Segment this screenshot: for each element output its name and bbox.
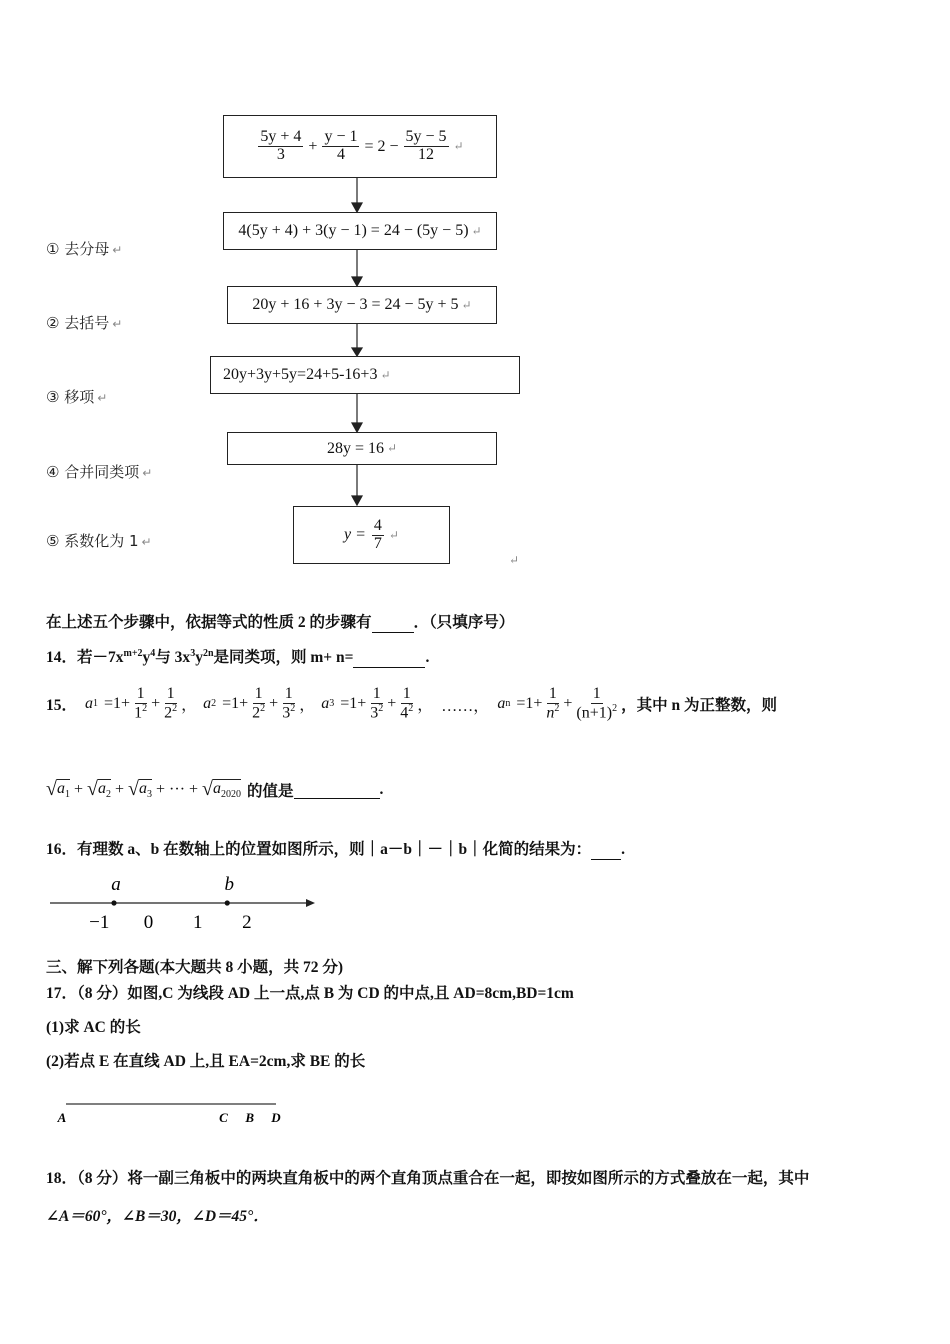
answer-blank-13 — [372, 614, 414, 633]
step-label-1: ① 去分母 ↵ — [46, 240, 123, 258]
tick-label: 1 — [192, 912, 203, 933]
answer-blank-14 — [353, 649, 425, 668]
flow-box-step4: 28y = 16 ↵ — [227, 432, 497, 465]
point-b — [225, 900, 230, 905]
flow-arrows — [0, 0, 950, 600]
flow-box-step2: 20y + 16 + 3y − 3 = 24 − 5y + 5 ↵ — [227, 286, 497, 324]
arrowhead-1 — [352, 203, 362, 212]
question-16: 16．有理数 a、b 在数轴上的位置如图所示，则｜a－b｜－｜b｜化简的结果为： . — [46, 841, 625, 858]
term-a3: a 3 =1+ $\frac{1}{3^2}$ + $\frac{1}{4^2}$ ， — [321, 685, 434, 722]
number-line — [44, 868, 334, 936]
arrowhead-5 — [352, 496, 362, 505]
number-line-arrow — [306, 899, 315, 907]
arrowhead-2 — [352, 277, 362, 286]
term-an: a n =1+ $\frac{1}{n^2}$ + $\frac{1}{(n+1)^2}$ — [497, 685, 618, 722]
question-18: 18．（8 分）将一副三角板中的两块直角板中的两个直角顶点重合在一起，即按如图所示的方式叠放在一起，其中 — [46, 1170, 810, 1187]
flow-box-step5: y = $\frac{4}{7}$ ↵ — [293, 506, 450, 564]
question-15-sum: √ $a_1$ + √ $a_2$ + √ $a_3$ + ··· + √ $a_{2020}$ 的值是 . — [46, 778, 384, 801]
step-label-3: ③ 移项 ↵ — [46, 388, 108, 406]
arrowhead-4 — [352, 423, 362, 432]
point-a — [111, 900, 116, 905]
term-a2: a 2 =1+ $\frac{1}{2^2}$ + $\frac{1}{3^2}$ ， — [203, 685, 316, 722]
fraction-2: $\frac{y - 1}{4}$ — [324, 128, 358, 163]
segment-point-C: C — [219, 1110, 228, 1125]
tick-label: −1 — [89, 912, 110, 933]
tick-label: 0 — [143, 912, 154, 933]
term-a1: a 1 =1+ $\frac{1}{1^2}$ + $\frac{1}{2^2}$ ， — [85, 685, 198, 722]
question-13: 在上述五个步骤中，依据等式的性质 2 的步骤有 ．（只填序号） — [46, 614, 515, 631]
tick-label: 2 — [242, 912, 252, 933]
question-17-part-2: (2)若点 E 在直线 AD 上,且 EA=2cm,求 BE 的长 — [46, 1053, 366, 1070]
stray-return-mark: ↵ — [509, 553, 520, 567]
point-label-a: a — [111, 874, 121, 895]
step-label-5: ⑤ 系数化为 1 ↵ — [46, 532, 152, 550]
fraction-1: $\frac{5y + 4}{3}$ — [260, 128, 302, 163]
segment-point-B: B — [245, 1110, 255, 1125]
flow-box-step1: 4(5y + 4) + 3(y − 1) = 24 − (5y − 5) ↵ — [223, 212, 497, 250]
step-label-4: ④ 合并同类项 ↵ — [46, 463, 153, 481]
question-15: 15． a 1 =1+ $\frac{1}{1^2}$ + $\frac{1}{2^2}$ ， a 2 =1+ $\frac{1}{2^2}$ + $\frac{1}{3^2}$ ， a 3 =1+ $\frac{1}{3^2}$ + $\frac{1}{4^2}$ ， ……， a n =1+ $\frac{1}{n^2}$ + $\frac{1}{(n+1)^2}$ ，其中 n 为正整数，则 — [46, 685, 777, 722]
flow-box-original-equation: $\frac{5y + 4}{3}$ + $\frac{y - 1}{4}$ = 2 − $\frac{5y - 5}{12}$ ↵ — [223, 115, 497, 178]
point-label-b: b — [224, 874, 234, 895]
question-14: 14．若$-7x^{m+2}y^4$与 $3x^3y^{2n}$是同类项，则 m+ n= . — [46, 647, 430, 666]
question-17: 17．（8 分）如图,C 为线段 AD 上一点,点 B 为 CD 的中点,且 AD=8cm,BD=1cm — [46, 985, 574, 1002]
return-mark: ↵ — [453, 139, 464, 153]
fraction-result: $\frac{4}{7}$ — [373, 516, 382, 552]
answer-blank-16 — [591, 841, 621, 860]
segment-point-A: A — [57, 1110, 67, 1125]
arrowhead-3 — [352, 348, 362, 356]
sqrt-sum: √ $a_1$ + √ $a_2$ + √ $a_3$ + ··· + √ $a_{2020}$ — [46, 778, 242, 801]
fraction-3: $\frac{5y - 5}{12}$ — [405, 128, 447, 163]
question-17-part-1: (1)求 AC 的长 — [46, 1019, 141, 1036]
step-label-2: ② 去括号 ↵ — [46, 314, 123, 332]
segment-figure — [50, 1095, 310, 1135]
question-18-angles: ∠A＝60°，∠B＝30，∠D＝45°． — [46, 1208, 269, 1225]
answer-blank-15 — [294, 780, 380, 799]
segment-point-D: D — [271, 1110, 281, 1125]
section-3-heading: 三、解下列各题(本大题共 8 小题，共 72 分) — [46, 959, 344, 976]
flow-box-step3: 20y+3y+5y=24+5-16+3 ↵ — [210, 356, 520, 394]
